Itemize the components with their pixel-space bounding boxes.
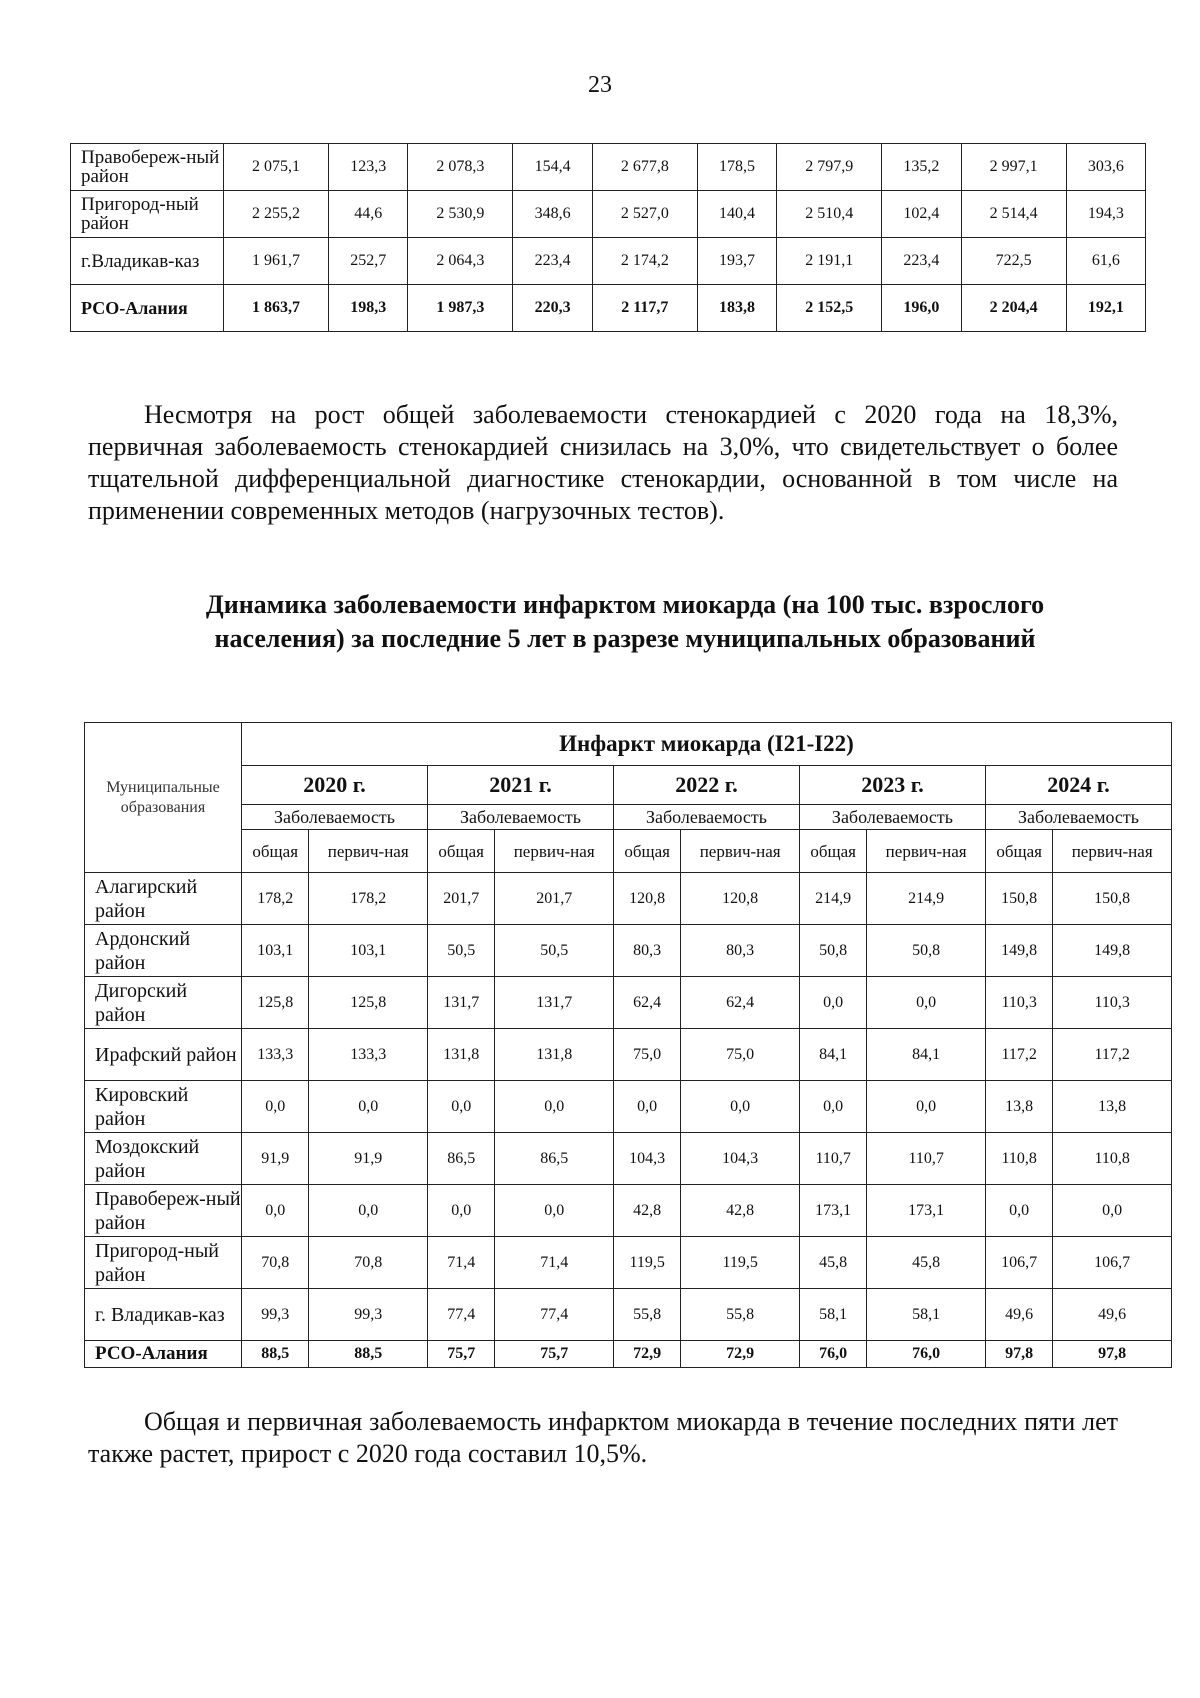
table-cell: 110,8 xyxy=(985,1133,1052,1185)
table-cell: 76,0 xyxy=(867,1341,986,1368)
table-cell: 173,1 xyxy=(867,1185,986,1237)
table-cell: 84,1 xyxy=(867,1029,986,1081)
table-row xyxy=(85,977,1172,1029)
municipality-name: Ардонский район xyxy=(85,925,242,977)
table-cell: 131,7 xyxy=(495,977,614,1029)
angina-paragraph: Несмотря на рост общей заболеваемости стенокардией с 2020 года на 18,3%, первичная заболеваемость стенокардией снизилась на 3,0%, что свидетельствует о более тщательной дифференциальной диагностике стенокардии, основанной в том числе на применении современных методов (нагрузочных тестов). xyxy=(88,400,1118,525)
table-cell: 13,8 xyxy=(985,1081,1052,1133)
table-cell: 2 191,1 xyxy=(777,238,882,285)
municipality-name: Правобереж-ный район xyxy=(71,144,224,191)
incidence-header: Заболеваемость xyxy=(427,805,613,830)
table-cell: 0,0 xyxy=(681,1081,800,1133)
table-cell: 0,0 xyxy=(799,977,866,1029)
table-cell: 119,5 xyxy=(613,1237,680,1289)
table-row xyxy=(71,238,1146,285)
table-cell: 72,9 xyxy=(613,1341,680,1368)
table-cell: 119,5 xyxy=(681,1237,800,1289)
table-cell: 2 174,2 xyxy=(592,238,697,285)
table-cell: 103,1 xyxy=(309,925,428,977)
table-row xyxy=(85,1289,1172,1341)
municipality-name: РСО-Алания xyxy=(85,1341,242,1368)
table-row xyxy=(71,285,1146,332)
table-cell: 223,4 xyxy=(513,238,592,285)
table-row xyxy=(85,1185,1172,1237)
table-cell: 214,9 xyxy=(867,873,986,925)
table-cell: 0,0 xyxy=(309,1081,428,1133)
table-cell: 0,0 xyxy=(427,1081,494,1133)
table-cell: 70,8 xyxy=(242,1237,309,1289)
table-cell: 2 530,9 xyxy=(408,191,513,238)
table-cell: 88,5 xyxy=(309,1341,428,1368)
table-cell: 75,7 xyxy=(495,1341,614,1368)
table-cell: 42,8 xyxy=(613,1185,680,1237)
municipality-name: г. Владикав-каз xyxy=(85,1289,242,1341)
primary-incidence-header: первич-ная xyxy=(867,830,986,873)
table-cell: 2 064,3 xyxy=(408,238,513,285)
year-header: 2023 г. xyxy=(799,766,985,805)
table-cell: 88,5 xyxy=(242,1341,309,1368)
table-cell: 80,3 xyxy=(681,925,800,977)
table-cell: 303,6 xyxy=(1066,144,1145,191)
table-cell: 223,4 xyxy=(882,238,961,285)
primary-incidence-header: первич-ная xyxy=(309,830,428,873)
table-cell: 86,5 xyxy=(495,1133,614,1185)
table-cell: 252,7 xyxy=(329,238,408,285)
table-cell: 0,0 xyxy=(427,1185,494,1237)
table-cell: 0,0 xyxy=(867,977,986,1029)
incidence-header: Заболеваемость xyxy=(985,805,1171,830)
municipality-name: Пригород-ный район xyxy=(71,191,224,238)
table-cell: 44,6 xyxy=(329,191,408,238)
table-cell: 77,4 xyxy=(495,1289,614,1341)
table-cell: 123,3 xyxy=(329,144,408,191)
disease-header: Инфаркт миокарда (I21-I22) xyxy=(242,723,1172,766)
table-cell: 1 987,3 xyxy=(408,285,513,332)
table-row xyxy=(85,925,1172,977)
table-cell: 183,8 xyxy=(697,285,776,332)
table-cell: 125,8 xyxy=(242,977,309,1029)
table-cell: 110,7 xyxy=(799,1133,866,1185)
table-cell: 193,7 xyxy=(697,238,776,285)
table-cell: 55,8 xyxy=(613,1289,680,1341)
table-cell: 75,0 xyxy=(681,1029,800,1081)
table-cell: 55,8 xyxy=(681,1289,800,1341)
table-cell: 110,3 xyxy=(1053,977,1172,1029)
table-cell: 1 961,7 xyxy=(224,238,329,285)
table-cell: 117,2 xyxy=(985,1029,1052,1081)
table-row xyxy=(85,1029,1172,1081)
page-number: 23 xyxy=(588,72,612,98)
table-cell: 2 797,9 xyxy=(777,144,882,191)
table-cell: 77,4 xyxy=(427,1289,494,1341)
table-cell: 97,8 xyxy=(985,1341,1052,1368)
table-cell: 201,7 xyxy=(427,873,494,925)
table-cell: 131,8 xyxy=(495,1029,614,1081)
table-row xyxy=(85,873,1172,925)
table-cell: 154,4 xyxy=(513,144,592,191)
table-cell: 178,2 xyxy=(309,873,428,925)
table-cell: 2 677,8 xyxy=(592,144,697,191)
total-incidence-header: общая xyxy=(613,830,680,873)
table-cell: 348,6 xyxy=(513,191,592,238)
municipality-name: РСО-Алания xyxy=(71,285,224,332)
table-cell: 45,8 xyxy=(867,1237,986,1289)
table-cell: 86,5 xyxy=(427,1133,494,1185)
table-cell: 2 204,4 xyxy=(961,285,1066,332)
table-cell: 99,3 xyxy=(242,1289,309,1341)
municipality-name: Алагирский район xyxy=(85,873,242,925)
table-cell: 2 997,1 xyxy=(961,144,1066,191)
table-cell: 110,7 xyxy=(867,1133,986,1185)
table-cell: 76,0 xyxy=(799,1341,866,1368)
table-cell: 198,3 xyxy=(329,285,408,332)
main-table-body xyxy=(85,873,1172,1368)
primary-incidence-header: первич-ная xyxy=(1053,830,1172,873)
table-cell: 131,8 xyxy=(427,1029,494,1081)
municipality-name: Правобереж-ный район xyxy=(85,1185,242,1237)
infarction-paragraph: Общая и первичная заболеваемость инфарктом миокарда в течение последних пяти лет также растет, прирост с 2020 года составил 10,5%. xyxy=(88,1407,1118,1468)
table-cell: 173,1 xyxy=(799,1185,866,1237)
incidence-header: Заболеваемость xyxy=(242,805,428,830)
table-cell: 104,3 xyxy=(681,1133,800,1185)
table-cell: 84,1 xyxy=(799,1029,866,1081)
table-cell: 2 152,5 xyxy=(777,285,882,332)
table-cell: 133,3 xyxy=(309,1029,428,1081)
table-row xyxy=(85,1081,1172,1133)
table-cell: 42,8 xyxy=(681,1185,800,1237)
year-header: 2024 г. xyxy=(985,766,1171,805)
table-cell: 71,4 xyxy=(427,1237,494,1289)
myocardial-infarction-table xyxy=(84,722,1172,1368)
table-cell: 99,3 xyxy=(309,1289,428,1341)
municipality-header: Муниципальные образования xyxy=(85,723,242,873)
table-cell: 722,5 xyxy=(961,238,1066,285)
table-cell: 61,6 xyxy=(1066,238,1145,285)
table-cell: 120,8 xyxy=(681,873,800,925)
table-cell: 104,3 xyxy=(613,1133,680,1185)
total-incidence-header: общая xyxy=(242,830,309,873)
year-header: 2020 г. xyxy=(242,766,428,805)
table-cell: 150,8 xyxy=(1053,873,1172,925)
table-cell: 91,9 xyxy=(309,1133,428,1185)
table-cell: 2 117,7 xyxy=(592,285,697,332)
table-cell: 72,9 xyxy=(681,1341,800,1368)
municipality-name: Кировский район xyxy=(85,1081,242,1133)
table-cell: 0,0 xyxy=(1053,1185,1172,1237)
total-incidence-header: общая xyxy=(799,830,866,873)
table-cell: 80,3 xyxy=(613,925,680,977)
angina-table-continuation xyxy=(70,143,1146,332)
table-cell: 106,7 xyxy=(985,1237,1052,1289)
table-cell: 91,9 xyxy=(242,1133,309,1185)
table-cell: 149,8 xyxy=(985,925,1052,977)
table-cell: 0,0 xyxy=(309,1185,428,1237)
table-cell: 192,1 xyxy=(1066,285,1145,332)
table-cell: 75,7 xyxy=(427,1341,494,1368)
year-header: 2022 г. xyxy=(613,766,799,805)
primary-incidence-header: первич-ная xyxy=(495,830,614,873)
top-table-body xyxy=(71,144,1146,332)
table-cell: 0,0 xyxy=(985,1185,1052,1237)
table-cell: 50,8 xyxy=(799,925,866,977)
incidence-header: Заболеваемость xyxy=(799,805,985,830)
municipality-name: г.Владикав-каз xyxy=(71,238,224,285)
year-header: 2021 г. xyxy=(427,766,613,805)
table-cell: 62,4 xyxy=(681,977,800,1029)
table-cell: 110,3 xyxy=(985,977,1052,1029)
table-cell: 214,9 xyxy=(799,873,866,925)
table-cell: 102,4 xyxy=(882,191,961,238)
table-cell: 13,8 xyxy=(1053,1081,1172,1133)
table-cell: 2 514,4 xyxy=(961,191,1066,238)
table-cell: 97,8 xyxy=(1053,1341,1172,1368)
table-row xyxy=(71,144,1146,191)
table-cell: 1 863,7 xyxy=(224,285,329,332)
municipality-name: Моздокский район xyxy=(85,1133,242,1185)
table-cell: 49,6 xyxy=(985,1289,1052,1341)
table-cell: 149,8 xyxy=(1053,925,1172,977)
table-cell: 0,0 xyxy=(799,1081,866,1133)
incidence-header: Заболеваемость xyxy=(613,805,799,830)
section-title: Динамика заболеваемости инфарктом миокарда (на 100 тыс. взрослого населения) за последние 5 лет в разрезе муниципальных образований xyxy=(205,590,1045,653)
table-row xyxy=(85,1341,1172,1368)
table-row xyxy=(85,1133,1172,1185)
table-cell: 2 527,0 xyxy=(592,191,697,238)
municipality-name: Пригород-ный район xyxy=(85,1237,242,1289)
table-cell: 2 078,3 xyxy=(408,144,513,191)
table-cell: 0,0 xyxy=(495,1081,614,1133)
table-cell: 120,8 xyxy=(613,873,680,925)
primary-incidence-header: первич-ная xyxy=(681,830,800,873)
table-cell: 178,5 xyxy=(697,144,776,191)
table-cell: 133,3 xyxy=(242,1029,309,1081)
table-cell: 70,8 xyxy=(309,1237,428,1289)
table-cell: 110,8 xyxy=(1053,1133,1172,1185)
table-cell: 50,8 xyxy=(867,925,986,977)
table-cell: 135,2 xyxy=(882,144,961,191)
table-row xyxy=(85,1237,1172,1289)
table-cell: 49,6 xyxy=(1053,1289,1172,1341)
total-incidence-header: общая xyxy=(427,830,494,873)
table-cell: 220,3 xyxy=(513,285,592,332)
table-cell: 50,5 xyxy=(427,925,494,977)
table-cell: 0,0 xyxy=(242,1185,309,1237)
table-cell: 0,0 xyxy=(613,1081,680,1133)
main-table-head xyxy=(85,723,1172,873)
table-cell: 201,7 xyxy=(495,873,614,925)
table-cell: 178,2 xyxy=(242,873,309,925)
table-cell: 75,0 xyxy=(613,1029,680,1081)
table-cell: 131,7 xyxy=(427,977,494,1029)
table-cell: 71,4 xyxy=(495,1237,614,1289)
table-cell: 140,4 xyxy=(697,191,776,238)
table-cell: 62,4 xyxy=(613,977,680,1029)
table-cell: 50,5 xyxy=(495,925,614,977)
table-cell: 58,1 xyxy=(799,1289,866,1341)
table-cell: 0,0 xyxy=(495,1185,614,1237)
table-cell: 106,7 xyxy=(1053,1237,1172,1289)
table-cell: 196,0 xyxy=(882,285,961,332)
table-row xyxy=(71,191,1146,238)
table-cell: 0,0 xyxy=(867,1081,986,1133)
table-cell: 2 255,2 xyxy=(224,191,329,238)
municipality-name: Дигорский район xyxy=(85,977,242,1029)
table-cell: 194,3 xyxy=(1066,191,1145,238)
municipality-name: Ирафский район xyxy=(85,1029,242,1081)
table-cell: 45,8 xyxy=(799,1237,866,1289)
table-cell: 2 510,4 xyxy=(777,191,882,238)
table-cell: 58,1 xyxy=(867,1289,986,1341)
table-cell: 117,2 xyxy=(1053,1029,1172,1081)
table-cell: 125,8 xyxy=(309,977,428,1029)
table-cell: 150,8 xyxy=(985,873,1052,925)
table-cell: 103,1 xyxy=(242,925,309,977)
total-incidence-header: общая xyxy=(985,830,1052,873)
table-cell: 0,0 xyxy=(242,1081,309,1133)
table-cell: 2 075,1 xyxy=(224,144,329,191)
